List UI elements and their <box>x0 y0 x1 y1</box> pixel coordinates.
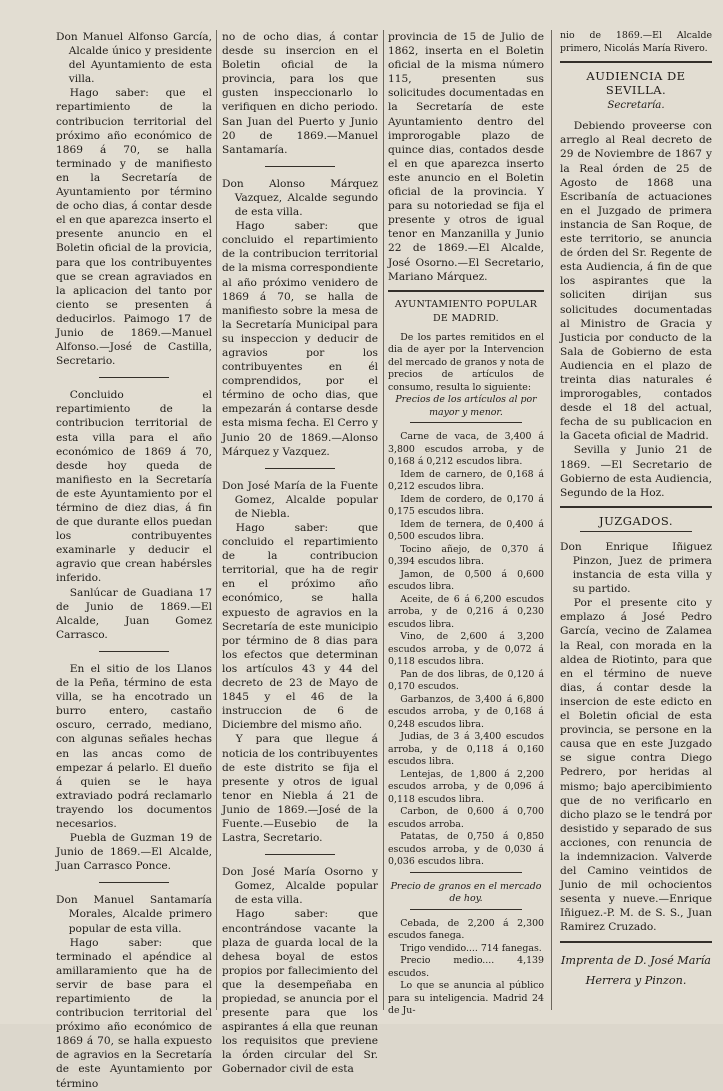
notice-paragraph: Por el presente cito y emplazo á José Pedro García, vecino de Zalamea la Real, con morada en la aldea de Riotinto, para que en el término de nueve dias, á contar desde la insercion de este edicto en el Boletin oficial de esta provincia, se persone en la causa que en este Juzgado se sigue contra Diego Pedrero, por heridas al mismo; bajo apercibimiento que de no verificarlo en dicho plazo se le tendrá por desistido y separado de sus acciones, con renuncia de la indemnizacion. Valverde del Camino veintidos de Junio de mil ochocientos sesenta y nueve.—Enrique Iñiguez.-P. M. de S. S., Juan Ramirez Cruzado. <box>560 597 712 934</box>
notice-paragraph: Idem de ternera, de 0,400 á 0,500 escudos libra. <box>388 518 544 543</box>
notice-paragraph: Aceite, de 6 á 6,200 escudos arroba, y de 0,216 á 0,230 escudos libra. <box>388 593 544 630</box>
notice-paragraph: Sevilla y Junio 21 de 1869. —El Secretario de Gobierno de esta Audiencia, Segundo de la Hoz. <box>560 444 712 499</box>
column-4 <box>560 30 712 1010</box>
separator-rule <box>410 422 522 423</box>
column-1 <box>56 30 212 1090</box>
column-rule <box>383 30 384 1010</box>
notice-paragraph: Hago saber: que concluido el repartimiento de la contribucion territorial, que ha de regir en el próximo año económico, se halla expuesto de agravios en la Secretaría de este municipio por término de 8 dias para los efectos que determinan los artículos 43 y 44 del decreto de 23 de Mayo de 1845 y el 46 de la instruccion de 6 de Diciembre del mismo año. <box>222 522 378 732</box>
notice-paragraph: Sanlúcar de Guadiana 17 de Junio de 1869.—El Alcalde, Juan Gomez Carrasco. <box>56 586 212 641</box>
notice-paragraph: Pan de dos libras, de 0,120 á 0,170 escudos. <box>388 668 544 693</box>
notice-paragraph: Tocino añejo, de 0,370 á 0,394 escudos libra. <box>388 543 544 568</box>
notice-paragraph: Y para que llegue á noticia de los contribuyentes de este distrito se fija el presente y otros de igual tenor en Niebla á 21 de Junio de 1869.—José de la Fuente.—Eusebio de la Lastra, Secretario. <box>222 733 378 845</box>
notice-paragraph: Precio medio.... 4,139 escudos. <box>388 955 544 979</box>
notice-paragraph: provincia de 15 de Julio de 1862, inserta en el Boletin oficial de la misma número 115, presenten sus solicitudes documentadas en la Secretaría de este Ayuntamiento dentro del improrogable plazo de quince dias, contados desde el en que aparezca inserto este anuncio en el Boletin oficial de la provincia. Y para su notoriedad se fija el presente y otros de igual tenor en Manzanilla y Junio 22 de 1869.—El Alcalde, José Osorno.—El Secretario, Mariano Márquez. <box>388 31 544 283</box>
separator-rule <box>410 872 522 873</box>
column-rule <box>551 30 552 1010</box>
separator-rule <box>99 651 169 652</box>
notice-paragraph: Hago saber: que concluido el repartimiento de la contribucion territorial de la misma correspondiente al año próximo venidero de 1869 á 70, se halla de manifiesto sobre la mesa de la Secretaría Municipal para su inspeccion y deducir de agravios por los contribuyentes en él comprendidos, por el término de ocho dias, que empezarán á contarse desde esta misma fecha. El Cerro y Junio 20 de 1869.—Alonso Márquez y Vazquez. <box>222 220 379 458</box>
notice-paragraph: nio de 1869.—El Alcalde primero, Nicolás María Rivero. <box>560 30 712 54</box>
notice-paragraph: Hago saber: que el repartimiento de la contribucion territorial del próximo año económico de 1869 á 70, se halla terminado y de manifiesto en la Secretaría de Ayuntamiento por término de ocho dias, á contar desde el en que aparezca inserto el presente anuncio en el Boletin oficial de la provicia, para que los contribuyentes que se crean agraviados en la aplicacion del tanto por ciento se presenten á deducirlos. Paimogo 17 de Junio de 1869.—Manuel Alfonso.—José de Castilla, Secretario. <box>56 87 212 368</box>
notice-paragraph: Puebla de Guzman 19 de Junio de 1869.—El Alcalde, Juan Carrasco Ponce. <box>56 832 212 873</box>
notice-paragraph: Don José María Osorno y Gomez, Alcalde popular de esta villa. <box>222 866 378 907</box>
separator-rule <box>265 166 335 167</box>
column-3 <box>388 30 544 1017</box>
notice-paragraph: Patatas, de 0,750 á 0,850 escudos arroba, y de 0,030 á 0,036 escudos libra. <box>388 831 544 868</box>
separator-rule <box>580 531 692 532</box>
notice-paragraph: Idem de carnero, de 0,168 á 0,212 escudos libra. <box>388 468 544 493</box>
notice-paragraph: Lo que se anuncia al público para su inteligencia. Madrid 24 de Ju- <box>388 980 544 1017</box>
separator-rule <box>99 377 169 378</box>
notice-paragraph: Jamon, de 0,500 á 0,600 escudos libra. <box>388 568 544 593</box>
notice-paragraph: Don Alonso Márquez Vazquez, Alcalde segundo de esta villa. <box>222 177 378 219</box>
section-rule <box>560 941 712 943</box>
notice-paragraph: Don Manuel Alfonso García, Alcalde único y presidente del Ayuntamiento de esta villa. <box>56 31 212 86</box>
separator-rule <box>265 854 335 855</box>
notice-paragraph: Don Manuel Santamaría Morales, Alcalde primero popular de esta villa. <box>56 894 212 935</box>
column-2 <box>222 30 379 1076</box>
column-rule <box>216 30 217 1010</box>
notice-paragraph: Vino, de 2,600 á 3,200 escudos arroba, y de 0,072 á 0,118 escudos libra. <box>388 631 544 668</box>
notice-paragraph: Don Enrique Iñiguez Pinzon, Juez de primera instancia de esta villa y su partido. <box>560 540 712 596</box>
notice-paragraph: Concluido el repartimiento de la contribucion territorial de esta villa para el año económico de 1869 á 70, desde hoy queda de manifiesto en la Secretaría de este Ayuntamiento por el término de diez dias, á fin de que durante ellos puedan los contribuyentes examinarle y deducir el agravio que crean habérsles inferido. <box>56 389 212 585</box>
price-subheading: Precio de granos en el mercado de hoy. <box>390 880 542 905</box>
notice-paragraph: Debiendo proveerse con arreglo al Real decreto de 29 de Noviembre de 1867 y la Real órden de 25 de Agosto de 1868 una Escribanía de actuaciones en el Juzgado de primera instancia de San Roque, de este territorio, se anuncia de órden del Sr. Regente de esta Audiencia, á fin de que los aspirantes que la soliciten dirijan sus solicitudes documentadas al Ministro de Gracia y Justicia por conducto de la Sala de Gobierno de esta Audiencia en el plazo de treinta dias naturales é improrogables, contados desde el 18 del actual, fecha de su publicacion en la Gaceta oficial de Madrid. <box>560 120 712 443</box>
notice-paragraph: Hago saber: que encontrándose vacante la plaza de guarda local de la dehesa boyal de estos propios por fallecimiento del que la desempeñaba en propiedad, se anuncia por el presente para que los aspirantes á ella que reunan los requisitos que previene la órden circular del Sr. Gobernador civil de esta <box>222 908 378 1076</box>
notice-paragraph: no de ocho dias, á contar desde su insercion en el Boletin oficial de la provincia, para los que gusten inspeccionarlo lo verifiquen en dicho periodo. San Juan del Puerto y Junio 20 de 1869.—Manuel Santamaría. <box>222 31 378 156</box>
section-subheading: Secretaría. <box>607 100 665 112</box>
notice-paragraph: Judias, de 3 á 3,400 escudos arroba, y de 0,118 á 0,160 escudos libra. <box>388 731 544 768</box>
notice-paragraph: Hago saber: que terminado el apéndice al amillaramiento que ha de servir de base para el repartimiento de la contribucion territorial del próximo año económico de 1869 á 70, se halla expuesto de agravios en la Secretaría de este Ayuntamiento por término <box>56 936 212 1090</box>
notice-paragraph: De los partes remitidos en el dia de ayer por la Intervencion del mercado de granos y nota de precios de artículos de consumo, resulta lo siguiente: <box>388 331 544 393</box>
notice-paragraph: Cebada, de 2,200 á 2,300 escudos fanega. <box>388 917 544 942</box>
section-rule <box>388 290 544 292</box>
notice-paragraph: Trigo vendido.... 714 fanegas. <box>400 942 542 954</box>
section-heading: AUDIENCIA DE SEVILLA. <box>586 69 686 98</box>
notice-paragraph: Carbon, de 0,600 á 0,700 escudos arroba. <box>388 806 544 830</box>
section-rule <box>560 61 712 63</box>
separator-rule <box>99 882 169 883</box>
section-rule <box>560 506 712 508</box>
separator-rule <box>410 909 522 910</box>
notice-paragraph: Lentejas, de 1,800 á 2,200 escudos arroba, y de 0,096 á 0,118 escudos libra. <box>388 768 544 805</box>
separator-rule <box>265 468 335 469</box>
price-subheading: Precios de los artículos al por mayor y menor. <box>395 394 537 418</box>
notice-paragraph: Don José María de la Fuente Gomez, Alcalde popular de Niebla. <box>222 479 378 520</box>
notice-paragraph: Garbanzos, de 3,400 á 6,800 escudos arroba, y de 0,168 á 0,248 escudos libra. <box>388 693 544 730</box>
section-heading: JUZGADOS. <box>598 513 674 528</box>
notice-paragraph: Idem de cordero, de 0,170 á 0,175 escudos libra. <box>388 493 544 518</box>
notice-paragraph: En el sitio de los Llanos de la Peña, término de esta villa, se ha encotrado un burro entero, castaño oscuro, cerrado, mediano, con algunas señales hechas en las ancas como de empezar á pelarlo. El dueño á quien se le haya extraviado podrá reclamarlo trayendo los documentos necesarios. <box>56 662 212 830</box>
imprint-footer: Imprenta de D. José María Herrera y Pinzon. <box>561 953 711 987</box>
section-heading: AYUNTAMIENTO POPULAR DE MADRID. <box>394 298 538 324</box>
notice-paragraph: Carne de vaca, de 3,400 á 3,800 escudos arroba, y de 0,168 á 0,212 escudos libra. <box>388 431 544 468</box>
